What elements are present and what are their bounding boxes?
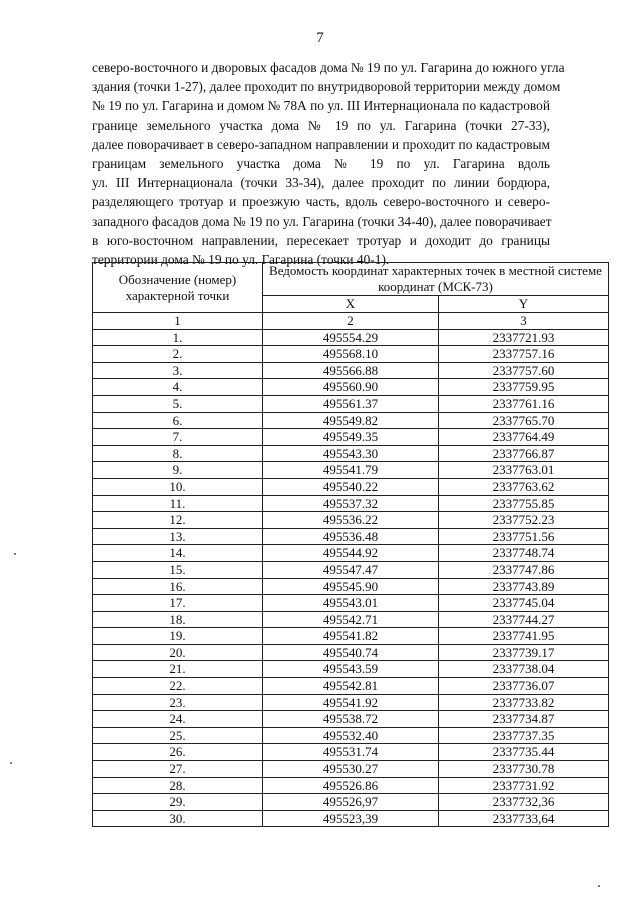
point-number-cell: 2. bbox=[93, 346, 263, 363]
scan-speck bbox=[10, 762, 12, 764]
x-coordinate-cell: 495541.92 bbox=[263, 694, 439, 711]
point-number-cell: 23. bbox=[93, 694, 263, 711]
table-row bbox=[93, 678, 609, 695]
table-row bbox=[93, 794, 609, 811]
x-coordinate-cell: 495540.22 bbox=[263, 478, 439, 495]
point-number-cell: 21. bbox=[93, 661, 263, 678]
table-row bbox=[93, 694, 609, 711]
x-coordinate-cell: 495554.29 bbox=[263, 329, 439, 346]
x-coordinate-cell: 495542.71 bbox=[263, 611, 439, 628]
y-coordinate-cell: 2337730.78 bbox=[439, 761, 609, 778]
y-coordinate-cell: 2337736.07 bbox=[439, 678, 609, 695]
point-number-cell: 26. bbox=[93, 744, 263, 761]
y-coordinate-cell: 2337733.82 bbox=[439, 694, 609, 711]
table-row bbox=[93, 628, 609, 645]
table-row bbox=[93, 561, 609, 578]
scan-speck bbox=[14, 553, 16, 555]
point-number-cell: 9. bbox=[93, 462, 263, 479]
table-row bbox=[93, 379, 609, 396]
point-number-cell: 12. bbox=[93, 512, 263, 529]
point-number-cell: 14. bbox=[93, 545, 263, 562]
point-number-cell: 20. bbox=[93, 644, 263, 661]
point-number-cell: 1. bbox=[93, 329, 263, 346]
y-coordinate-cell: 2337755.85 bbox=[439, 495, 609, 512]
paragraph-line: в юго-восточном направлении, пересекает тротуар и доходит до границы bbox=[92, 232, 550, 248]
header-point-designation: Обозначение (номер) характерной точки bbox=[93, 263, 263, 313]
y-coordinate-cell: 2337744.27 bbox=[439, 611, 609, 628]
x-coordinate-cell: 495531.74 bbox=[263, 744, 439, 761]
table-row bbox=[93, 462, 609, 479]
y-coordinate-cell: 2337757.60 bbox=[439, 362, 609, 379]
table-row bbox=[93, 644, 609, 661]
x-coordinate-cell: 495568.10 bbox=[263, 346, 439, 363]
x-coordinate-cell: 495540.74 bbox=[263, 644, 439, 661]
table-row bbox=[93, 412, 609, 429]
x-coordinate-cell: 495541.79 bbox=[263, 462, 439, 479]
table-row bbox=[93, 661, 609, 678]
x-coordinate-cell: 495547.47 bbox=[263, 561, 439, 578]
paragraph-line: территории дома № 19 по ул. Гагарина (точки 40-1). bbox=[92, 252, 390, 268]
table-row bbox=[93, 727, 609, 744]
paragraph-line: границе земельного участка дома № 19 по ул. Гагарина (точки 27-33), bbox=[92, 117, 550, 133]
x-coordinate-cell: 495543.30 bbox=[263, 445, 439, 462]
point-number-cell: 15. bbox=[93, 561, 263, 578]
column-number-1: 1 bbox=[93, 313, 263, 330]
point-number-cell: 10. bbox=[93, 478, 263, 495]
x-coordinate-cell: 495526,97 bbox=[263, 794, 439, 811]
table-row bbox=[93, 528, 609, 545]
x-coordinate-cell: 495543.59 bbox=[263, 661, 439, 678]
point-number-cell: 5. bbox=[93, 395, 263, 412]
point-number-cell: 29. bbox=[93, 794, 263, 811]
x-coordinate-cell: 495541.82 bbox=[263, 628, 439, 645]
paragraph-line: ул. III Интернационала (точки 33-34), далее проходит по линии бордюра, bbox=[92, 175, 550, 191]
x-coordinate-cell: 495543.01 bbox=[263, 595, 439, 612]
table-row bbox=[93, 429, 609, 446]
x-coordinate-cell: 495536.48 bbox=[263, 528, 439, 545]
point-number-cell: 30. bbox=[93, 810, 263, 827]
page-number: 7 bbox=[316, 30, 324, 46]
x-coordinate-cell: 495542.81 bbox=[263, 678, 439, 695]
y-coordinate-cell: 2337748.74 bbox=[439, 545, 609, 562]
paragraph-line: здания (точки 1-27), далее проходит по внутридворовой территории между домом bbox=[92, 79, 561, 95]
paragraph-line: западного фасадов дома № 19 по ул. Гагарина (точки 34-40), далее поворачивает bbox=[92, 213, 552, 229]
paragraph-line: далее поворачивает в северо-западном направлении и проходит по кадастровым bbox=[92, 136, 550, 152]
y-coordinate-cell: 2337738.04 bbox=[439, 661, 609, 678]
y-coordinate-cell: 2337761.16 bbox=[439, 395, 609, 412]
column-number-2: 2 bbox=[263, 313, 439, 330]
y-coordinate-cell: 2337734.87 bbox=[439, 711, 609, 728]
point-number-cell: 4. bbox=[93, 379, 263, 396]
point-number-cell: 16. bbox=[93, 578, 263, 595]
y-coordinate-cell: 2337763.01 bbox=[439, 462, 609, 479]
point-number-cell: 22. bbox=[93, 678, 263, 695]
x-coordinate-cell: 495538.72 bbox=[263, 711, 439, 728]
paragraph-line: северо-восточного и дворовых фасадов дома № 19 по ул. Гагарина до южного угла bbox=[92, 60, 565, 75]
point-number-cell: 28. bbox=[93, 777, 263, 794]
y-coordinate-cell: 2337751.56 bbox=[439, 528, 609, 545]
table-row bbox=[93, 611, 609, 628]
table-row bbox=[93, 395, 609, 412]
point-number-cell: 24. bbox=[93, 711, 263, 728]
table-row bbox=[93, 445, 609, 462]
point-number-cell: 17. bbox=[93, 595, 263, 612]
x-coordinate-cell: 495560.90 bbox=[263, 379, 439, 396]
table-row bbox=[93, 595, 609, 612]
table-row bbox=[93, 744, 609, 761]
table-row bbox=[93, 329, 609, 346]
table-row bbox=[93, 578, 609, 595]
table-row bbox=[93, 545, 609, 562]
y-coordinate-cell: 2337741.95 bbox=[439, 628, 609, 645]
x-coordinate-cell: 495526.86 bbox=[263, 777, 439, 794]
y-coordinate-cell: 2337759.95 bbox=[439, 379, 609, 396]
point-number-cell: 13. bbox=[93, 528, 263, 545]
point-number-cell: 25. bbox=[93, 727, 263, 744]
body-paragraph bbox=[92, 58, 565, 269]
y-coordinate-cell: 2337766.87 bbox=[439, 445, 609, 462]
y-coordinate-cell: 2337739.17 bbox=[439, 644, 609, 661]
y-coordinate-cell: 2337764.49 bbox=[439, 429, 609, 446]
y-coordinate-cell: 2337731.92 bbox=[439, 777, 609, 794]
paragraph-line: границам земельного участка дома № 19 по ул. Гагарина вдоль bbox=[92, 156, 550, 172]
table-row bbox=[93, 346, 609, 363]
point-number-cell: 3. bbox=[93, 362, 263, 379]
table-row bbox=[93, 711, 609, 728]
paragraph-line: № 19 по ул. Гагарина и домом № 78А по ул. III Интернационала по кадастровой bbox=[92, 98, 550, 114]
y-coordinate-cell: 2337752.23 bbox=[439, 512, 609, 529]
x-coordinate-cell: 495561.37 bbox=[263, 395, 439, 412]
point-number-cell: 19. bbox=[93, 628, 263, 645]
x-coordinate-cell: 495549.35 bbox=[263, 429, 439, 446]
x-coordinate-cell: 495532.40 bbox=[263, 727, 439, 744]
y-coordinate-cell: 2337757.16 bbox=[439, 346, 609, 363]
point-number-cell: 8. bbox=[93, 445, 263, 462]
x-coordinate-cell: 495545.90 bbox=[263, 578, 439, 595]
x-coordinate-cell: 495530.27 bbox=[263, 761, 439, 778]
y-coordinate-cell: 2337747.86 bbox=[439, 561, 609, 578]
x-coordinate-cell: 495566.88 bbox=[263, 362, 439, 379]
y-coordinate-cell: 2337743.89 bbox=[439, 578, 609, 595]
scan-speck bbox=[598, 885, 600, 887]
table-row bbox=[93, 362, 609, 379]
point-number-cell: 7. bbox=[93, 429, 263, 446]
x-coordinate-cell: 495536.22 bbox=[263, 512, 439, 529]
point-number-cell: 27. bbox=[93, 761, 263, 778]
coordinates-table bbox=[92, 262, 609, 827]
x-coordinate-cell: 495549.82 bbox=[263, 412, 439, 429]
table-row bbox=[93, 777, 609, 794]
paragraph-line: разделяющего тротуар и проезжую часть, вдоль северо-восточного и северо- bbox=[92, 194, 550, 210]
header-x: X bbox=[263, 296, 439, 313]
x-coordinate-cell: 495537.32 bbox=[263, 495, 439, 512]
table-row bbox=[93, 478, 609, 495]
table-row bbox=[93, 810, 609, 827]
y-coordinate-cell: 2337763.62 bbox=[439, 478, 609, 495]
y-coordinate-cell: 2337735.44 bbox=[439, 744, 609, 761]
table-row bbox=[93, 761, 609, 778]
point-number-cell: 18. bbox=[93, 611, 263, 628]
header-coordinates: Ведомость координат характерных точек в местной системе координат (МСК-73) bbox=[263, 263, 609, 296]
y-coordinate-cell: 2337721.93 bbox=[439, 329, 609, 346]
point-number-cell: 6. bbox=[93, 412, 263, 429]
column-number-3: 3 bbox=[439, 313, 609, 330]
x-coordinate-cell: 495544.92 bbox=[263, 545, 439, 562]
y-coordinate-cell: 2337733,64 bbox=[439, 810, 609, 827]
x-coordinate-cell: 495523,39 bbox=[263, 810, 439, 827]
table-row bbox=[93, 512, 609, 529]
y-coordinate-cell: 2337765.70 bbox=[439, 412, 609, 429]
header-y: Y bbox=[439, 296, 609, 313]
y-coordinate-cell: 2337737.35 bbox=[439, 727, 609, 744]
y-coordinate-cell: 2337732,36 bbox=[439, 794, 609, 811]
y-coordinate-cell: 2337745.04 bbox=[439, 595, 609, 612]
point-number-cell: 11. bbox=[93, 495, 263, 512]
table-row bbox=[93, 495, 609, 512]
